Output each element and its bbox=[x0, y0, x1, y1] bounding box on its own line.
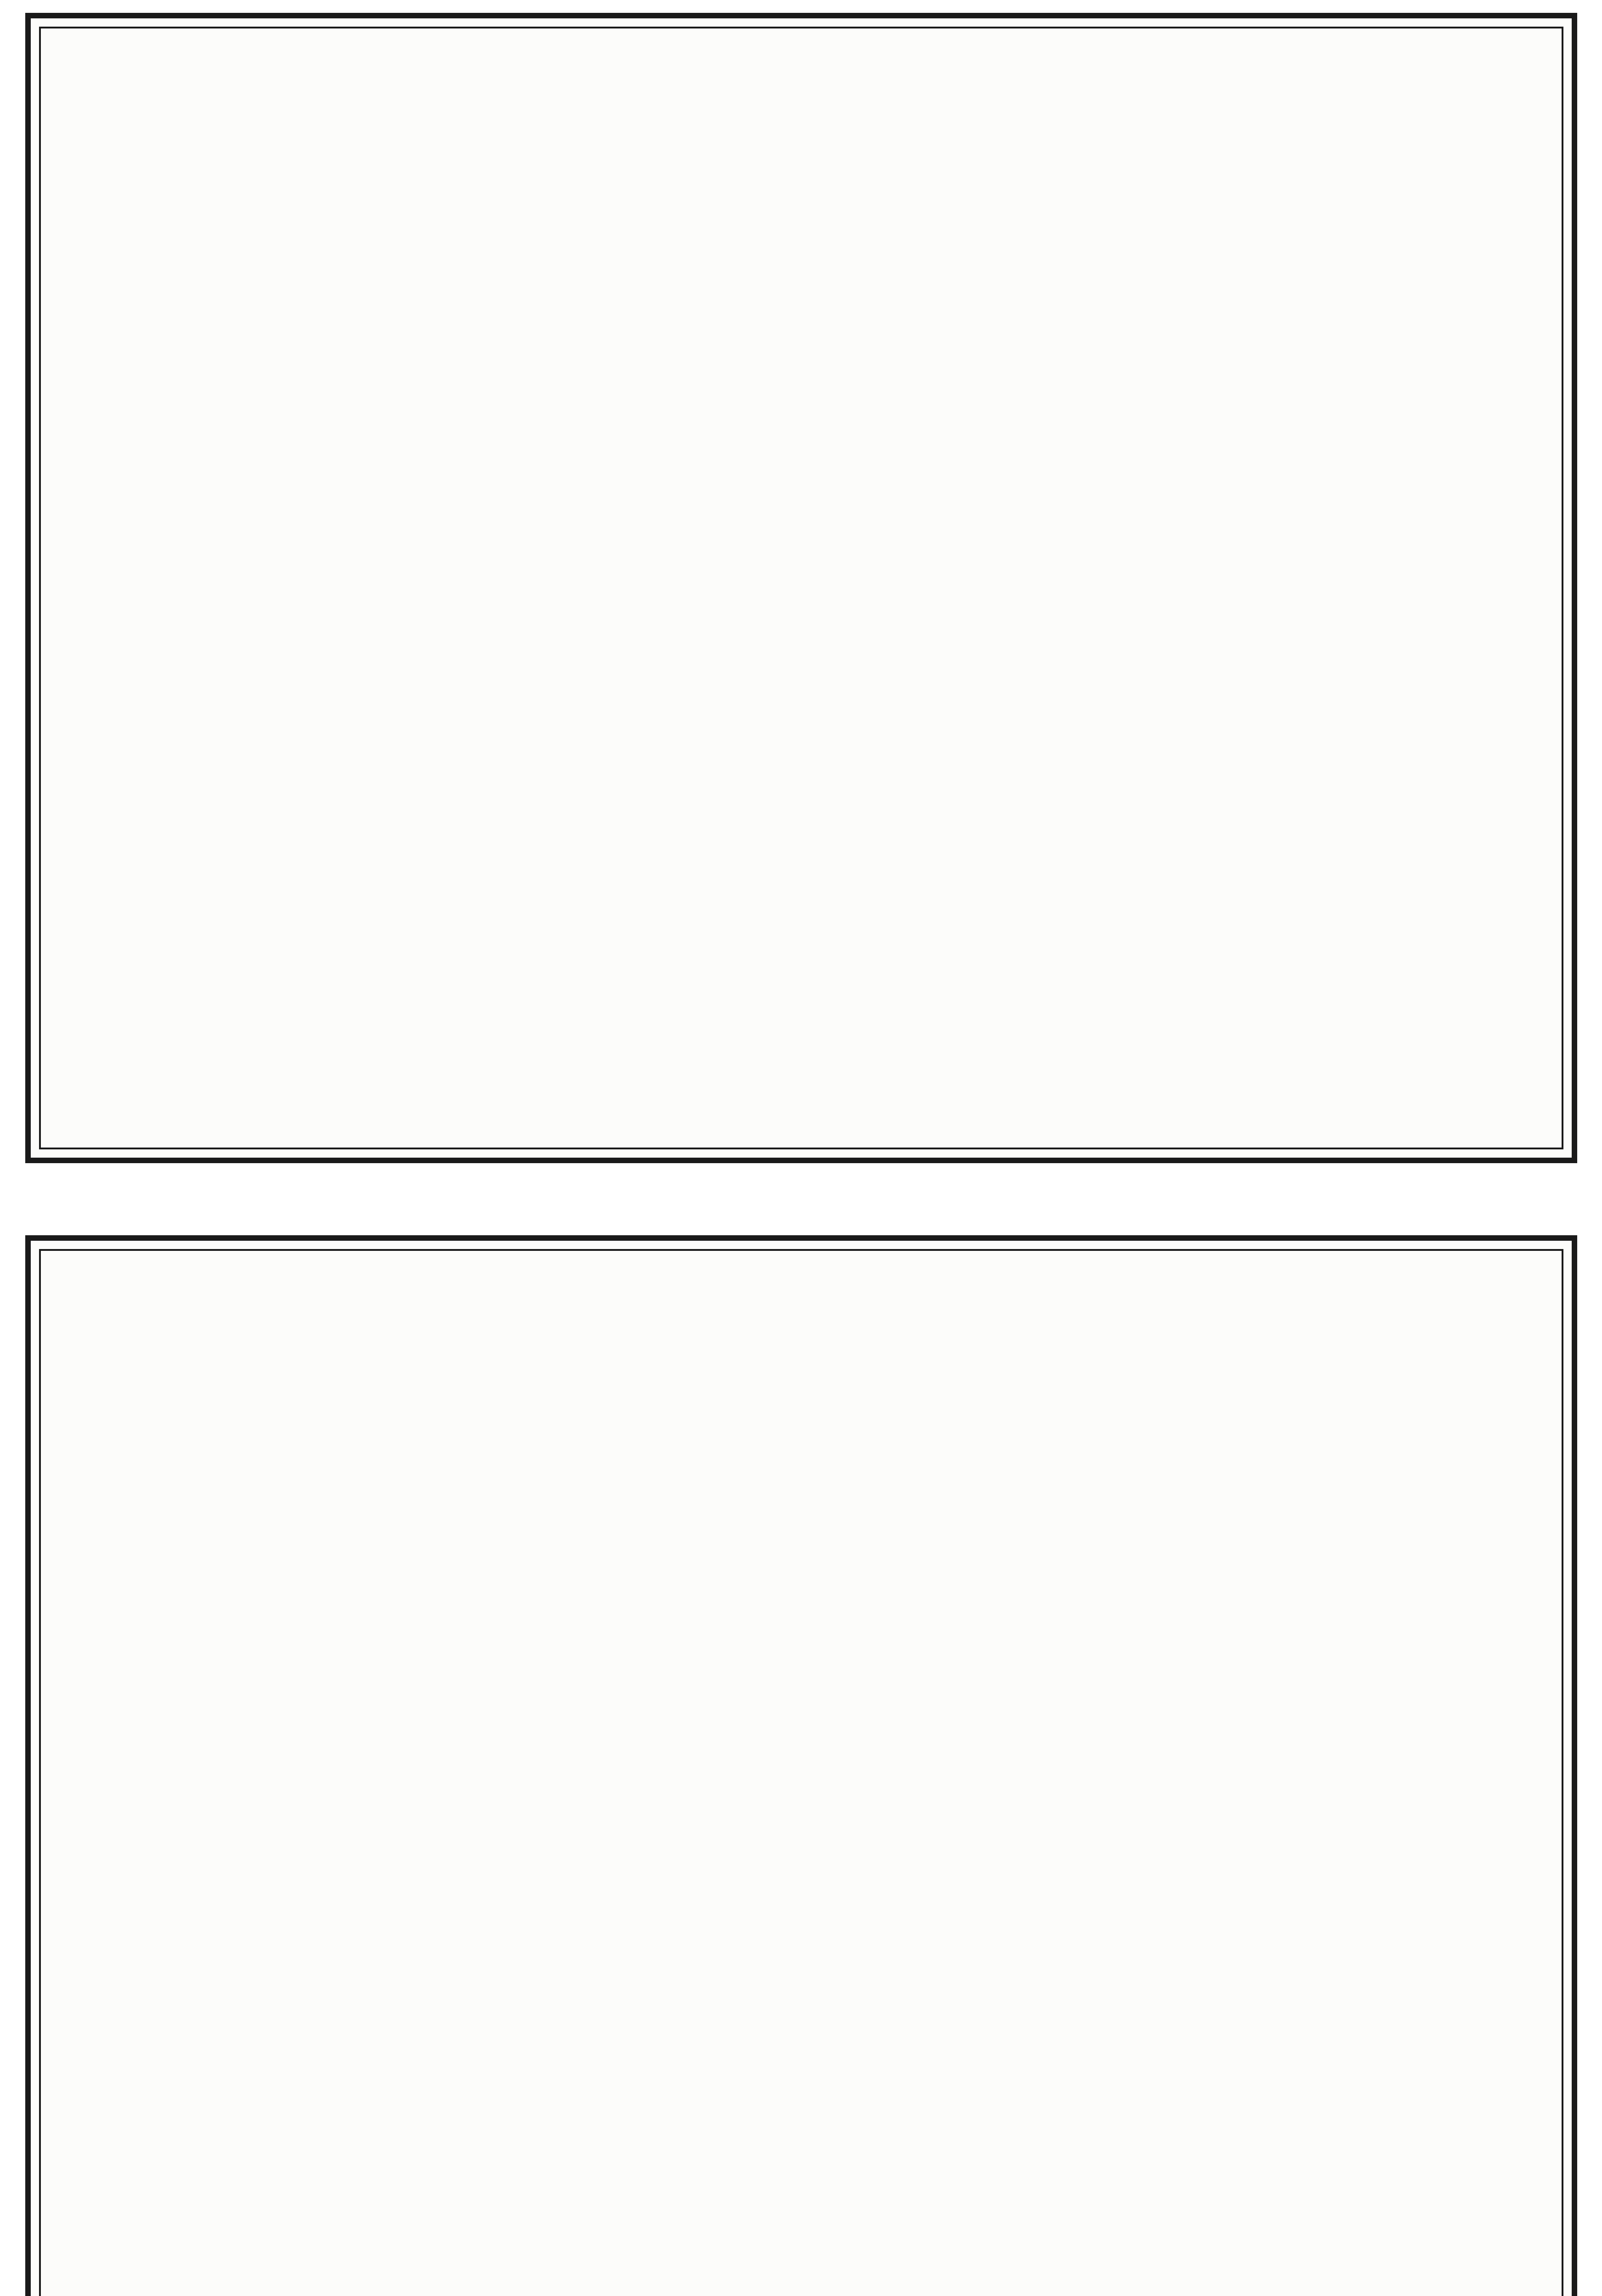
bottom-page bbox=[25, 1235, 1577, 2296]
top-page bbox=[25, 13, 1577, 1163]
bottom-page-columns bbox=[41, 1251, 1562, 2296]
top-page-columns bbox=[41, 28, 1562, 1148]
